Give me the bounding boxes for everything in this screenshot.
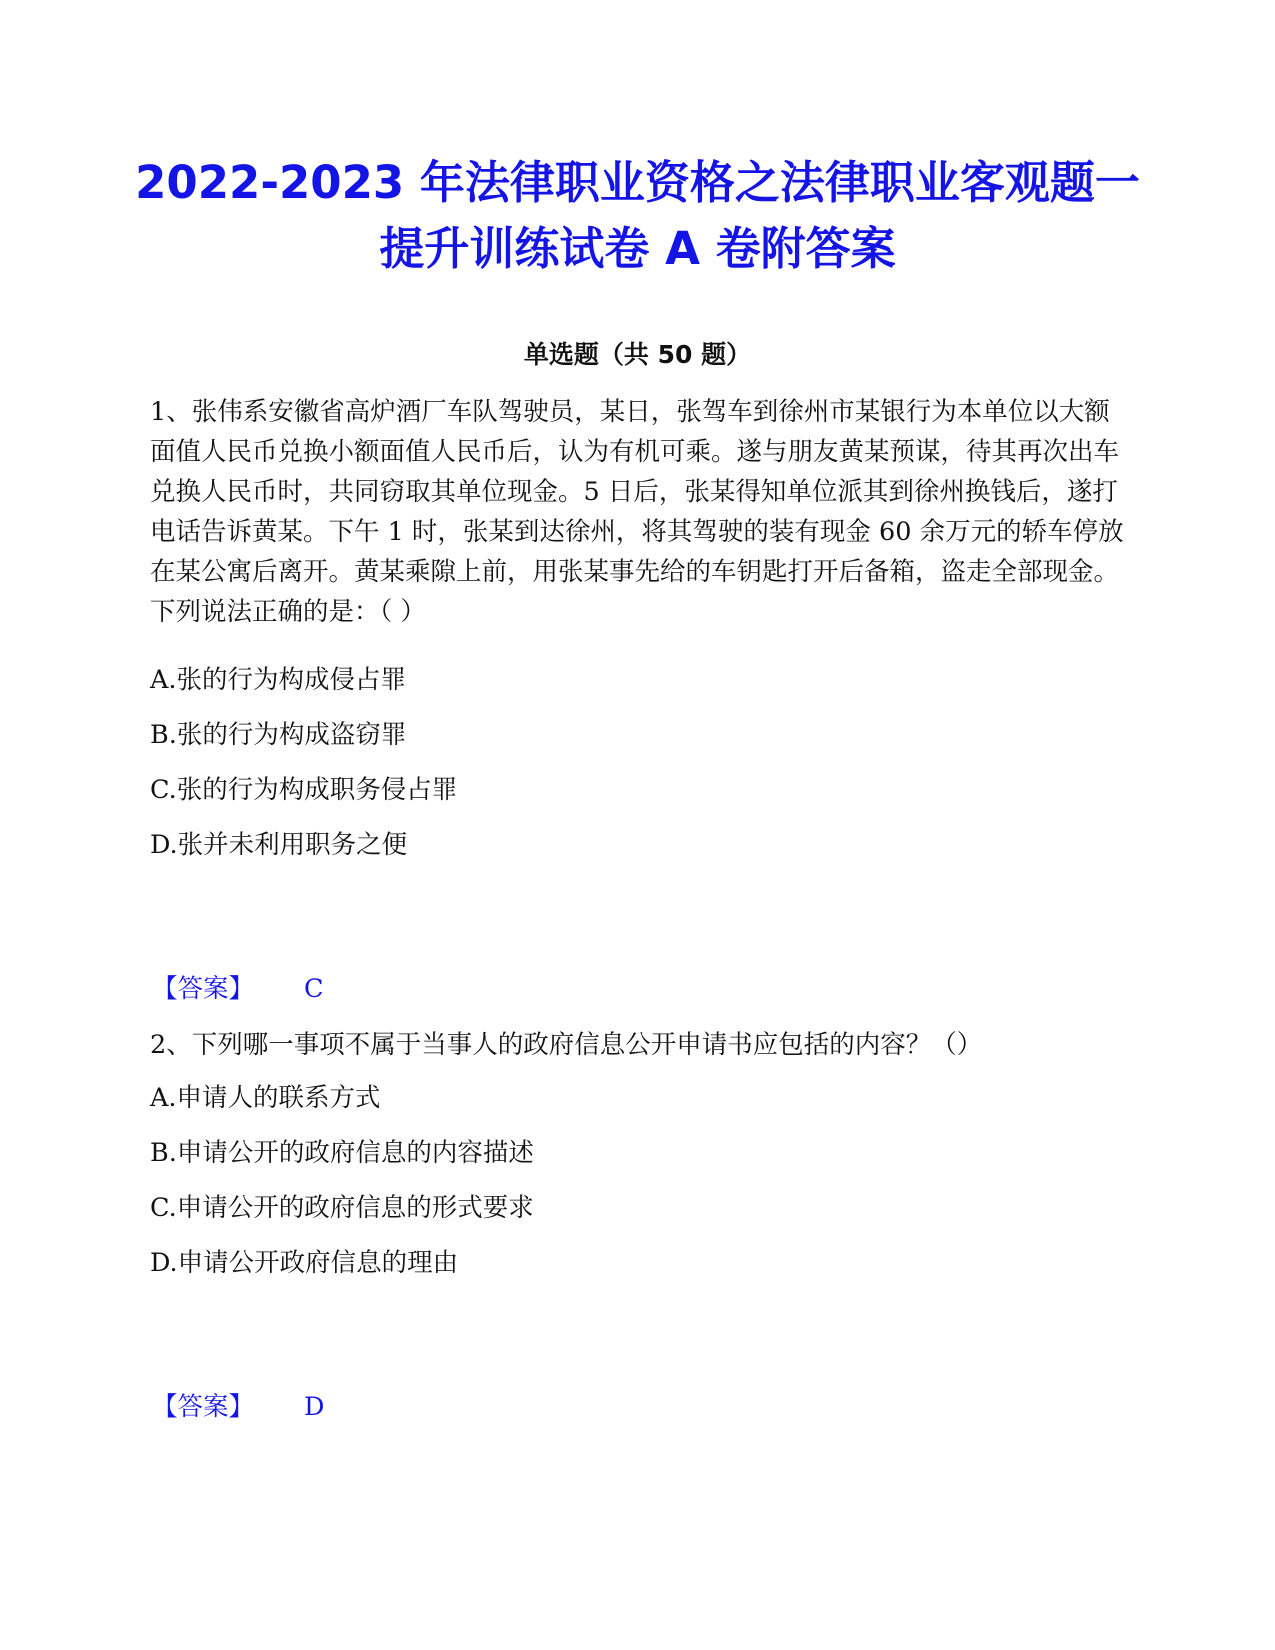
question-2-option-d: D.申请公开政府信息的理由	[150, 1248, 459, 1278]
answer-label: 【答案】	[152, 974, 255, 1004]
question-1-option-b: B.张的行为构成盗窃罪	[150, 720, 407, 750]
question-2-text: 2、下列哪一事项不属于当事人的政府信息公开申请书应包括的内容？（）	[150, 1030, 983, 1060]
question-1-answer	[152, 972, 324, 1006]
question-1-option-d: D.张并未利用职务之便	[150, 830, 408, 860]
answer-label: 【答案】	[152, 1392, 255, 1422]
document-title: 2022-2023 年法律职业资格之法律职业客观题一提升训练试卷 A 卷附答案	[135, 156, 1140, 275]
question-2-option-b: B.申请公开的政府信息的内容描述	[150, 1138, 534, 1168]
answer-value: D	[304, 1392, 325, 1422]
section-heading: 单选题（共 50 题）	[523, 340, 752, 369]
question-1-option-c: C.张的行为构成职务侵占罪	[150, 775, 458, 805]
question-2-answer	[152, 1390, 324, 1424]
question-1-option-a: A.张的行为构成侵占罪	[150, 665, 407, 695]
question-2-option-a: A.申请人的联系方式	[150, 1083, 381, 1113]
answer-value: C	[304, 974, 324, 1004]
question-1-text: 1、张伟系安徽省高炉酒厂车队驾驶员，某日，张驾车到徐州市某银行为本单位以大额面值人民币兑换小额面值人民币后，认为有机可乘。遂与朋友黄某预谋，待其再次出车兑换人民币时，共同窃取其单位现金。5 日后，张某得知单位派其到徐州换钱后，遂打电话告诉黄某。下午 1 时，张某到达徐州，将其驾驶的装有现金 60 余万元的轿车停放在某公寓后离开。黄某乘隙上前，用张某事先给的车钥匙打开后备箱，盗走全部现金。下列说法正确的是：（ ）	[150, 397, 1124, 627]
question-2-option-c: C.申请公开的政府信息的形式要求	[150, 1193, 534, 1223]
